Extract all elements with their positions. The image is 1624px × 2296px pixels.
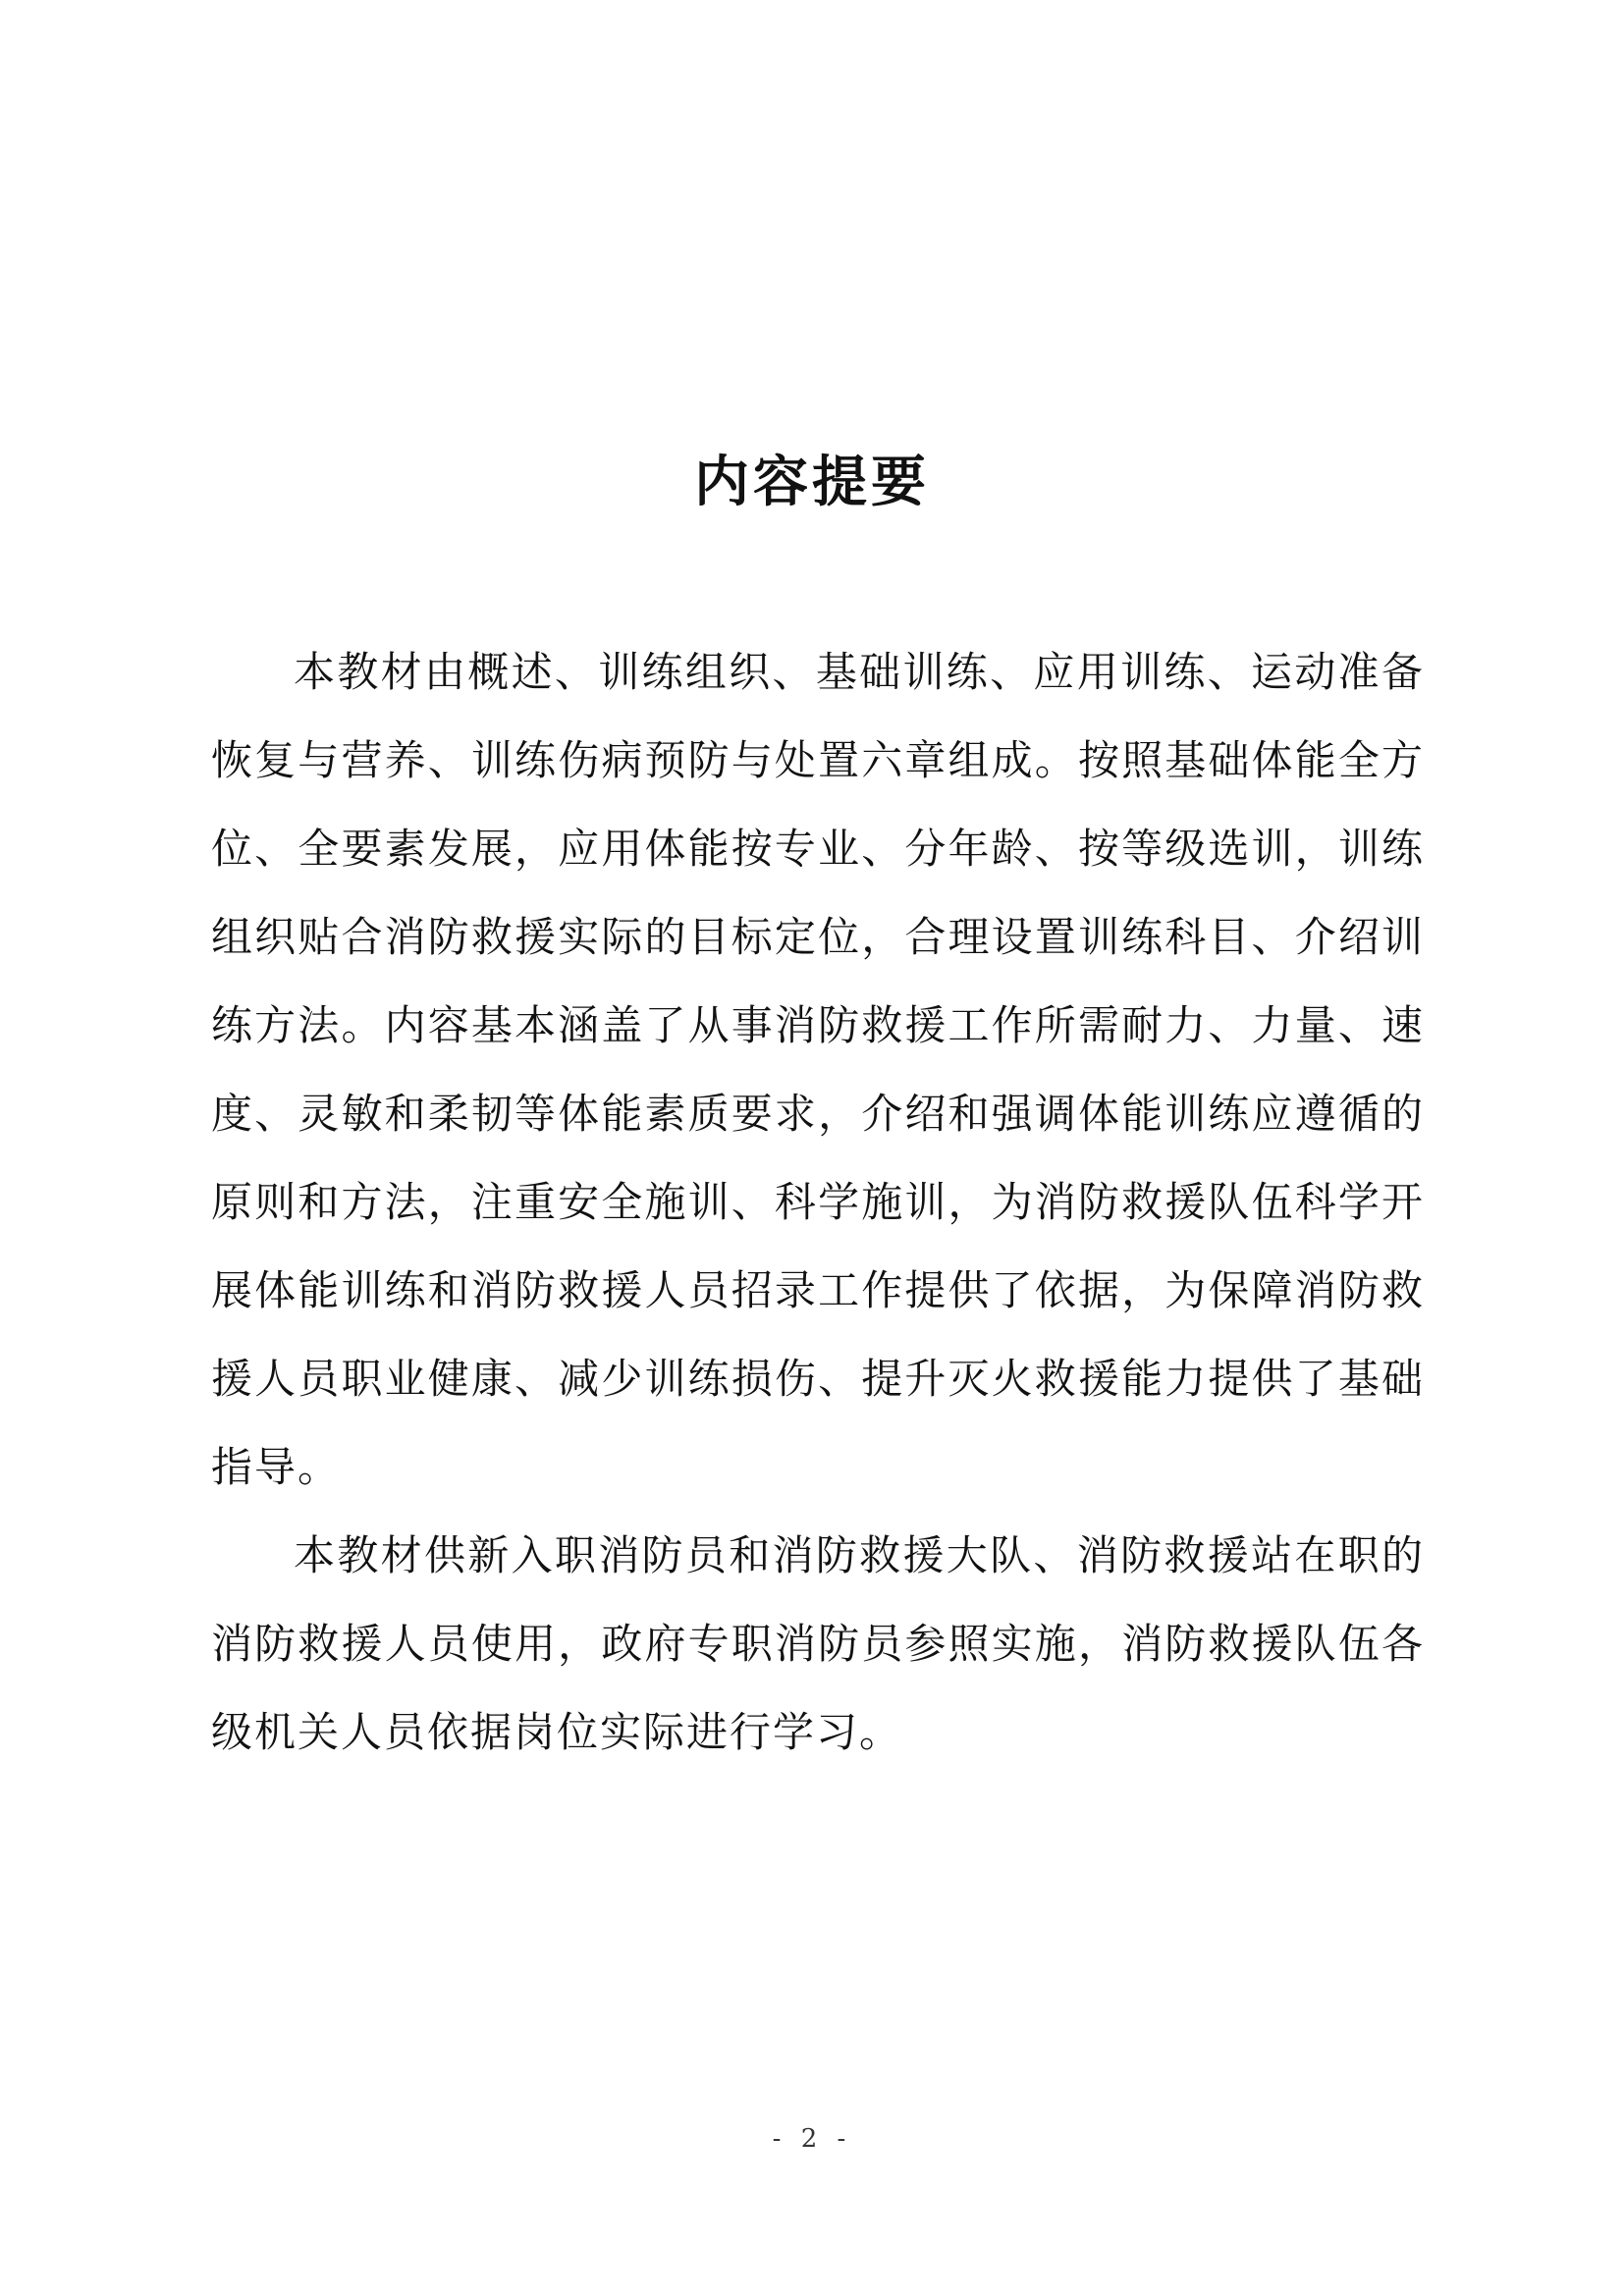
summary-paragraph-2: 本教材供新入职消防员和消防救援大队、消防救援站在职的消防救援人员使用，政府专职消防员参照实施，消防救援队伍各级机关人员依据岗位实际进行学习。 <box>211 1531 1425 1756</box>
page-number: - 2 - <box>772 2124 852 2154</box>
summary-body <box>211 628 1425 1777</box>
summary-paragraph-1: 本教材由概述、训练组织、基础训练、应用训练、运动准备恢复与营养、训练伤病预防与处置六章组成。按照基础体能全方位、全要素发展，应用体能按专业、分年龄、按等级选训，训练组织贴合消防救援实际的目标定位，合理设置训练科目、介绍训练方法。内容基本涵盖了从事消防救援工作所需耐力、力量、速度、灵敏和柔韧等体能素质要求，介绍和强调体能训练应遵循的原则和方法，注重安全施训、科学施训，为消防救援队伍科学开展体能训练和消防救援人员招录工作提供了依据，为保障消防救援人员职业健康、减少训练损伤、提升灭火救援能力提供了基础指导。 <box>211 648 1425 1491</box>
page-title: 内容提要 <box>694 451 930 514</box>
